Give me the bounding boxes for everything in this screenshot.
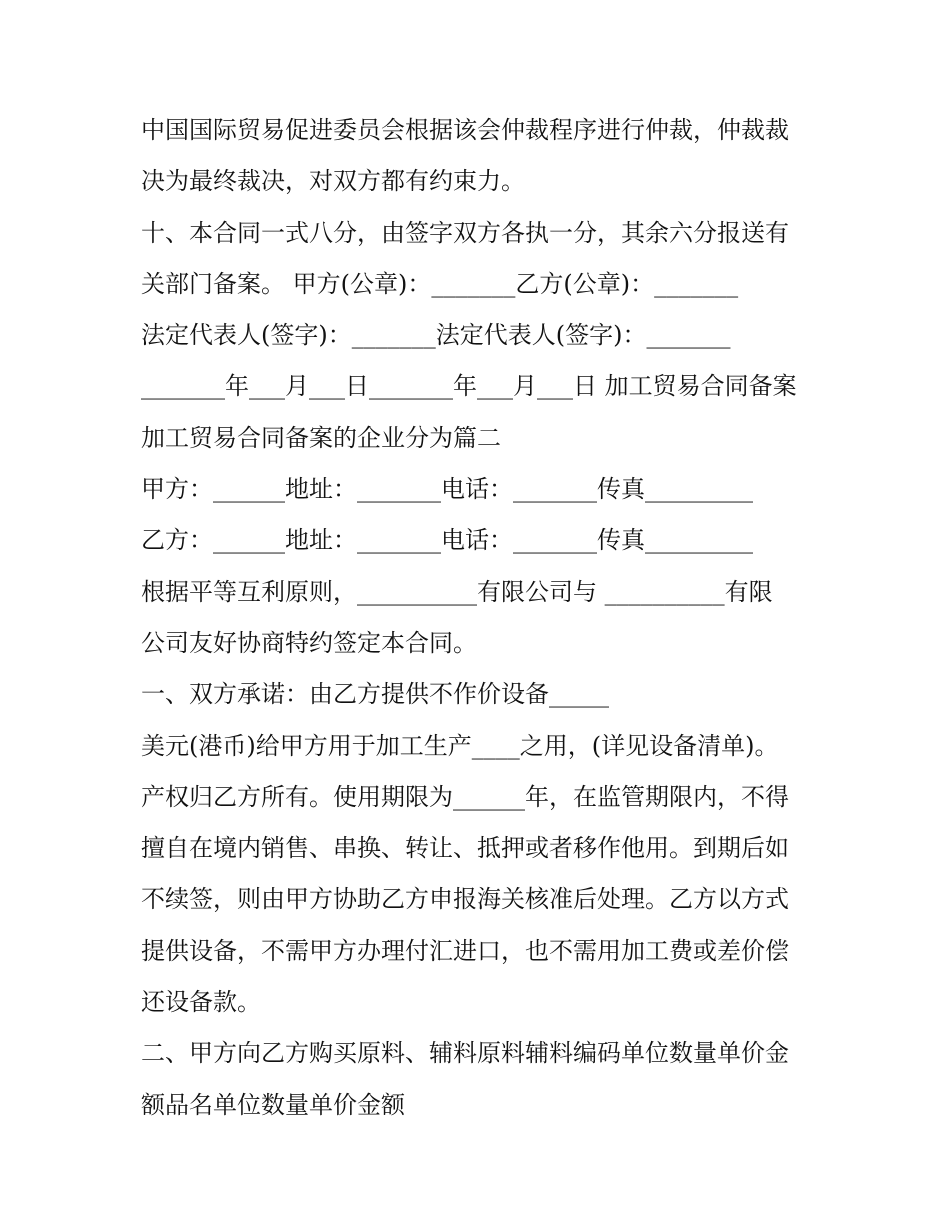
text-line: 美元(港币)给甲方用于加工生产____之用，(详见设备清单)。 — [141, 731, 779, 760]
text-line: 根据平等互利原则，__________有限公司与 __________有限 — [141, 577, 773, 606]
text-line: 公司友好协商特约签定本合同。 — [141, 628, 477, 657]
text-line: 产权归乙方所有。使用期限为______年，在监管期限内，不得 — [141, 782, 789, 811]
text-line: 额品名单位数量单价金额 — [141, 1090, 405, 1119]
text-line: _______年___月___日_______年___月___日 加工贸易合同备案 — [141, 372, 797, 401]
text-line: 提供设备，不需甲方办理付汇进口，也不需用加工费或差价偿 — [141, 936, 789, 965]
text-line: 十、本合同一式八分，由签字双方各执一分，其余六分报送有 — [141, 218, 789, 247]
text-line: 一、双方承诺：由乙方提供不作价设备_____ — [141, 680, 609, 709]
text-line: 不续签，则由甲方协助乙方申报海关核准后处理。乙方以方式 — [141, 885, 789, 914]
text-line: 擅自在境内销售、串换、转让、抵押或者移作他用。到期后如 — [141, 834, 789, 863]
document-body — [141, 105, 841, 1131]
text-line: 中国国际贸易促进委员会根据该会仲裁程序进行仲裁，仲裁裁 — [141, 116, 789, 144]
text-line: 乙方：______地址：_______电话：_______传真_________ — [141, 526, 753, 555]
text-line: 还设备款。 — [141, 988, 261, 1017]
text-line: 加工贸易合同备案的企业分为篇二 — [141, 423, 501, 452]
text-line: 二、甲方向乙方购买原料、辅料原料辅料编码单位数量单价金 — [141, 1039, 789, 1068]
text-line: 甲方：______地址：_______电话：_______传真_________ — [141, 475, 753, 504]
text-line: 法定代表人(签字)：_______法定代表人(签字)：_______ — [141, 321, 731, 350]
text-line: 关部门备案。 甲方(公章)：_______乙方(公章)：_______ — [141, 269, 739, 298]
text-line: 决为最终裁决，对双方都有约束力。 — [141, 167, 525, 196]
